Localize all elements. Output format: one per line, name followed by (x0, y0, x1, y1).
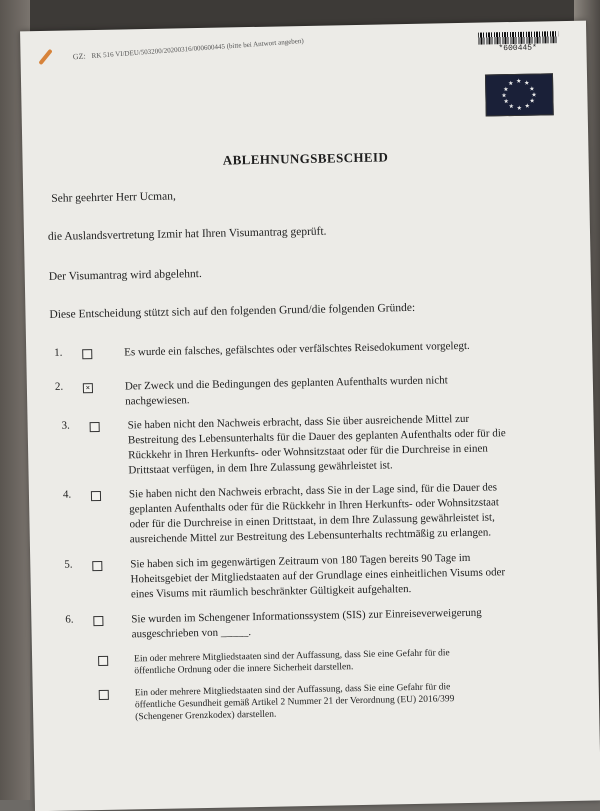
ground-text-line: Drittstaat verfügen, in dem Ihre Zulassung gewährleistet ist. (128, 459, 393, 477)
ground-text (124, 339, 470, 361)
ground-number: 4. (62, 488, 72, 501)
ground-text-line: oder für die Durchreise in einen Drittstaat, in dem Ihre Zulassung gewährleistet ist, (129, 511, 495, 531)
ground-text (125, 373, 448, 409)
ground-number: 3. (61, 419, 70, 432)
document-title: ABLEHNUNGSBESCHEID (222, 149, 389, 168)
ground-text-line: Sie haben nicht den Nachweis erbracht, dass Sie über ausreichende Mittel zur (127, 412, 470, 432)
ground-text-line: Sie haben sich im gegenwärtigen Zeitraum von 180 Tagen bereits 90 Tage im (130, 551, 471, 571)
checkbox-icon[interactable] (99, 690, 109, 700)
ground-text-line: Sie wurden im Schengener Informationssystem (SIS) zur Einreiseverweigerung (131, 606, 482, 626)
ground-text-line: geplanten Aufenthalts oder für die Rückkehr in Ihren Herkunfts- oder Wohnsitzstaat (129, 496, 500, 516)
pen-mark (38, 49, 52, 66)
sub-ground-text (134, 647, 450, 677)
ground-text-line: eines Visums mit räumlich beschränkter Gültigkeit aufgehalten. (130, 583, 412, 601)
checkbox-icon[interactable] (90, 422, 100, 432)
ground-number: 5. (64, 558, 73, 571)
grounds-intro: Diese Entscheidung stützt sich auf den folgenden Grund/die folgenden Gründe: (49, 301, 416, 321)
salutation: Sehr geehrter Herr Ucman, (51, 190, 176, 205)
ground-text-line: Der Zweck und die Bedingungen des geplanten Aufenthalts wurden nicht (124, 374, 448, 393)
sub-ground-text-line: öffentliche Ordnung oder die innere Sicherheit darstellen. (134, 662, 354, 677)
reference-number (72, 36, 304, 62)
checkbox-icon[interactable] (93, 616, 103, 626)
sub-ground-text-line: (Schengener Grenzkodex) darstellen. (135, 709, 277, 723)
ground-text (130, 550, 505, 602)
ground-number: 6. (65, 613, 74, 626)
rejection-letter-page (20, 21, 600, 811)
reference-value: RK 516 VI/DEU/503200/20200316/000600445 (bitte bei Antwort angeben) (91, 36, 304, 61)
sub-ground-text-line: Ein oder mehrere Mitgliedstaaten sind der Auffassung, dass Sie eine Gefahr für die (134, 648, 450, 665)
checked-checkbox-icon[interactable]: × (83, 383, 93, 393)
ground-number: 2. (54, 380, 64, 393)
barcode-number: *600445* (498, 43, 537, 54)
ground-text-line: Sie haben nicht den Nachweis erbracht, dass Sie in der Lage sind, für die Dauer des (128, 481, 498, 501)
checkbox-icon[interactable] (92, 561, 102, 571)
checkbox-icon[interactable] (91, 491, 101, 501)
checkbox-icon[interactable] (98, 656, 108, 666)
ground-text (129, 480, 500, 547)
barcode-icon (478, 31, 558, 45)
decision-text: Der Visumantrag wird abgelehnt. (48, 267, 202, 283)
ground-text-line: Es wurde ein falsches, gefälschtes oder verfälschtes Reisedokument vorgelegt. (124, 339, 470, 359)
sub-ground-text-line: öffentliche Gesundheit gemäß Artikel 2 Nummer 21 der Verordnung (EU) 2016/399 (134, 694, 455, 711)
checkbox-icon[interactable] (82, 349, 92, 359)
ground-text-line: Hoheitsgebiet der Mitgliedstaaten auf der Grundlage eines einheitlichen Visums oder (130, 566, 506, 586)
ground-text-line: nachgewiesen. (125, 394, 190, 408)
ground-text-line: Rückkehr in Ihren Herkunfts- oder Wohnsitzstaat oder für die Durchreise in einen (128, 442, 488, 462)
eu-flag-icon: ★ ★ ★ ★ ★ ★ ★ ★ ★ ★ ★ ★ (485, 73, 554, 116)
ground-text (131, 606, 482, 643)
ground-number: 1. (54, 346, 63, 359)
intro-text: die Auslandsvertretung Izmir hat Ihren Visumantrag geprüft. (47, 225, 327, 243)
ground-text (128, 411, 507, 478)
ground-text-line: ausreichende Mittel zur Bestreitung des Lebensunterhalts rechtmäßig zu erlangen. (129, 526, 492, 546)
sub-ground-text (135, 681, 455, 723)
sub-ground-text-line: Ein oder mehrere Mitgliedstaaten sind der Auffassung, dass Sie eine Gefahr für die (134, 682, 451, 699)
ground-text-line: Bestreitung des Lebensunterhalts für die Dauer des geplanten Aufenthalts oder für die (127, 427, 506, 447)
reference-label: GZ: (72, 51, 86, 62)
ground-text-line: ausgeschrieben von _____. (131, 626, 252, 641)
